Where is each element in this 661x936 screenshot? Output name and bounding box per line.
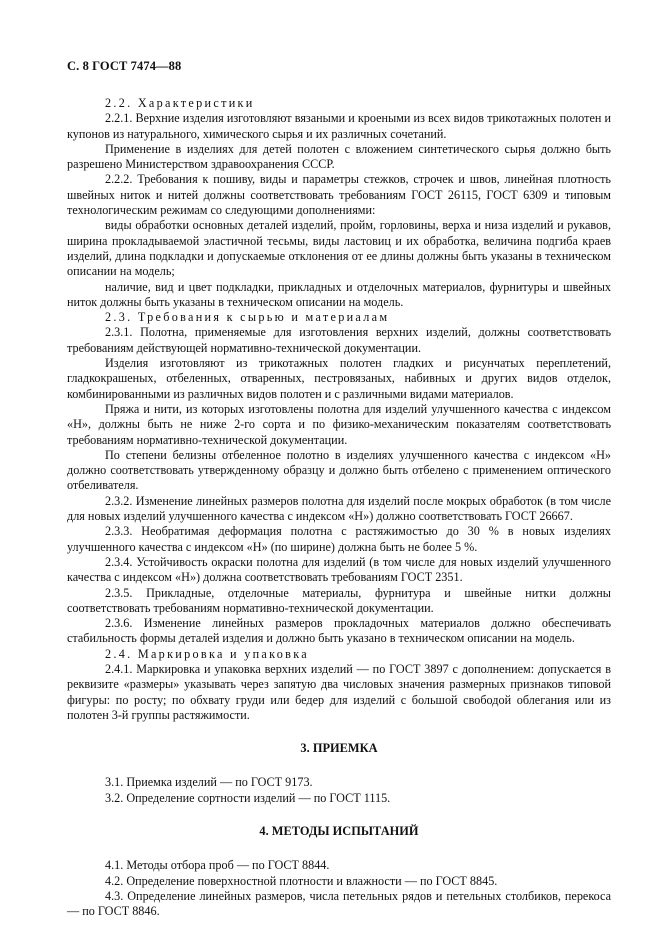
subsection-title-characteristics: 2.2. Характеристики xyxy=(105,96,255,110)
paragraph-2-3-1: 2.3.1. Полотна, применяемые для изготовления верхних изделий, должны соответствовать требованиям действующей нормативно-технической документации. xyxy=(67,325,611,355)
paragraph-2-2-1: 2.2.1. Верхние изделия изготовляют вязаными и кроеными из всех видов трикотажных полотен и купонов из натурального, химического сырья и их различных сочетаний. xyxy=(67,111,611,141)
paragraph-2-3-6: 2.3.6. Изменение линейных размеров прокладочных материалов должно обеспечивать стабильность формы деталей изделия и должно быть указано в техническом описании на модель. xyxy=(67,616,611,646)
paragraph-4-1: 4.1. Методы отбора проб — по ГОСТ 8844. xyxy=(105,858,330,873)
paragraph-2-4-1: 2.4.1. Маркировка и упаковка верхних изделий — по ГОСТ 3897 с дополнением: допускается в реквизите «размеры» указывать через запятую два числовых значения размерных признаков типовой фигуры: по росту; по обхвату груди или бедер для изделий с большой свободой облегания или из полотен 3-й группы растяжимости. xyxy=(67,661,611,722)
paragraph-2-3-1-continued-1: Изделия изготовляют из трикотажных полотен гладких и рисунчатых переплетений, гладкокрашеных, отбеленных, отваренных, пестровязаных, набивных и других видов отделок, комбинированными из различных видов полотен и с различными видами материалов. xyxy=(67,356,611,401)
paragraph-4-2: 4.2. Определение поверхностной плотности и влажности — по ГОСТ 8845. xyxy=(105,873,498,888)
paragraph-2-3-2: 2.3.2. Изменение линейных размеров полотна для изделий после мокрых обработок (в том числе для новых изделий улучшенного качества с индексом «Н») должно соответствовать ГОСТ 26667. xyxy=(67,493,611,524)
paragraph-2-2-2-list-item-2: наличие, вид и цвет подкладки, прикладных и отделочных материалов, фурнитуры и швейных ниток должны быть указаны в техническом описании на модель. xyxy=(67,279,611,309)
paragraph-4-3: 4.3. Определение линейных размеров, числа петельных рядов и петельных столбиков, перекоса — по ГОСТ 8846. xyxy=(67,888,611,919)
paragraph-3-1: 3.1. Приемка изделий — по ГОСТ 9173. xyxy=(105,775,313,790)
subsection-title-materials: 2.3. Требования к сырью и материалам xyxy=(105,310,390,325)
paragraph-2-3-3: 2.3.3. Необратимая деформация полотна с растяжимостью до 30 % в новых изделиях улучшенного качества с индексом «Н» (по ширине) должна быть не более 5 %. xyxy=(67,524,611,554)
paragraph-2-3-5: 2.3.5. Прикладные, отделочные материалы, фурнитура и швейные нитки должны соответствовать требованиям нормативно-технической документации. xyxy=(67,585,611,615)
paragraph-2-2-2: 2.2.2. Требования к пошиву, виды и параметры стежков, строчек и швов, линейная плотность швейных ниток и нитей должны соответствовать требованиям ГОСТ 26115, ГОСТ 6309 и типовым технологическим режимам со следующими дополнениями: xyxy=(67,172,611,218)
paragraph-2-2-2-list-item-1: виды обработки основных деталей изделий, пройм, горловины, верха и низа изделий и рукавов, ширина прокладываемой эластичной тесьмы, виды ластовиц и их обработка, величина подгиба краев изделий, длина подкладки и допускаемые отклонения от ее длины должны быть указаны в техническом описании на модель; xyxy=(67,218,611,279)
paragraph-2-3-4: 2.3.4. Устойчивость окраски полотна для изделий (в том числе для новых изделий улучшенного качества с индексом «Н») должна соответствовать требованиям ГОСТ 2351. xyxy=(67,554,611,585)
section-heading-test-methods: 4. МЕТОДЫ ИСПЫТАНИЙ xyxy=(259,824,419,839)
section-heading-acceptance: 3. ПРИЕМКА xyxy=(300,741,378,756)
paragraph-2-3-1-continued-2: Пряжа и нити, из которых изготовлены полотна для изделий улучшенного качества с индексом «Н», должны быть не ниже 2-го сорта и по физико-механическим показателям соответствовать требованиям нормативно-технической документации. xyxy=(67,401,611,447)
paragraph-3-2: 3.2. Определение сортности изделий — по ГОСТ 1115. xyxy=(105,790,391,805)
document-body xyxy=(67,96,611,920)
subsection-title-marking: 2.4. Маркировка и упаковка xyxy=(105,646,309,661)
paragraph-2-3-1-continued-3: По степени белизны отбеленное полотно в изделиях улучшенного качества с индексом «Н» должно соответствовать утвержденному образцу и должно быть отбелено с применением оптического отбеливателя. xyxy=(67,447,611,493)
page-header: С. 8 ГОСТ 7474—88 xyxy=(67,59,182,73)
paragraph-2-2-1-continued: Применение в изделиях для детей полотен с вложением синтетического сырья должно быть разрешено Министерством здравоохранения СССР. xyxy=(67,141,611,172)
